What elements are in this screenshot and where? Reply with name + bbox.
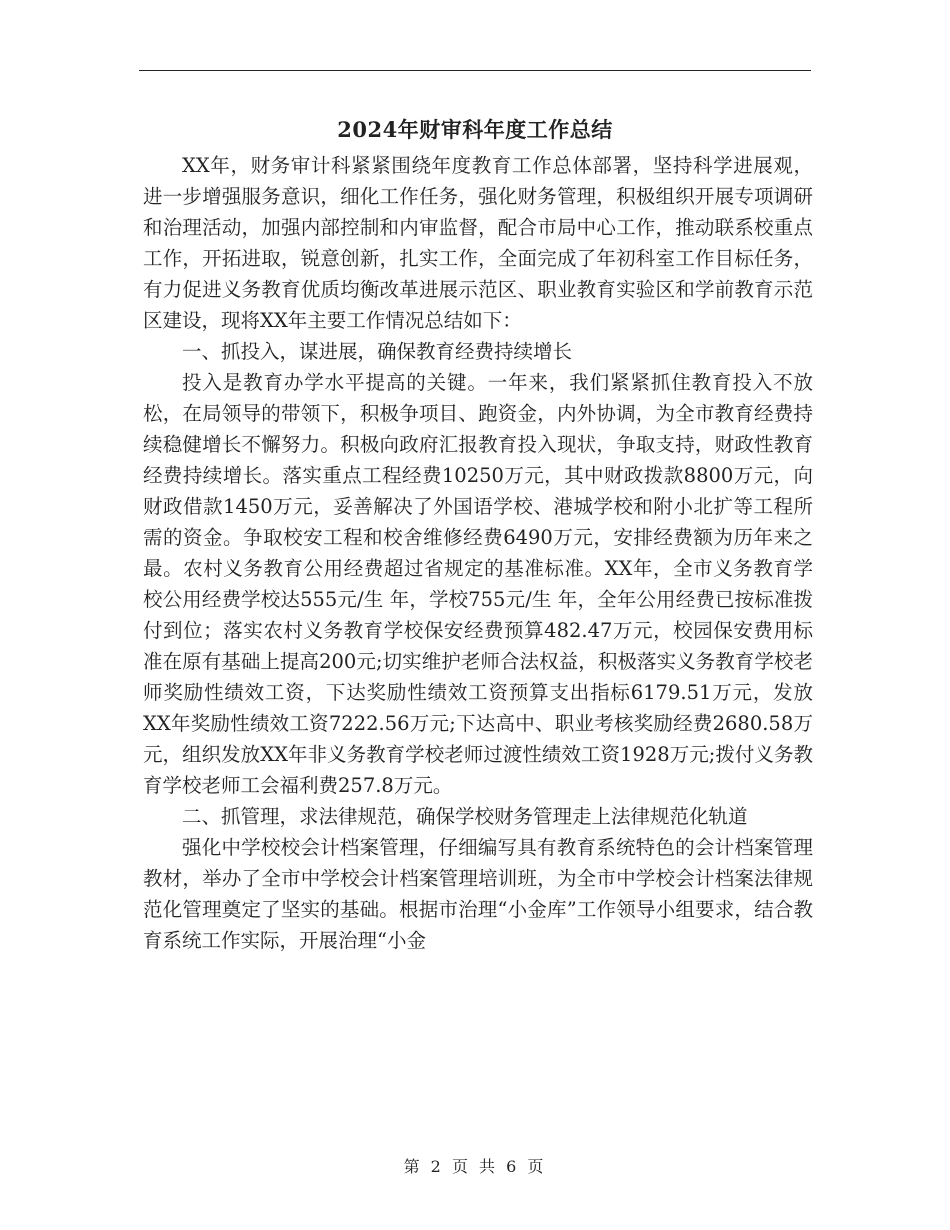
document-title: 2024年财审科年度工作总结 xyxy=(337,117,613,142)
section-1-paragraph: 投入是教育办学水平提高的关键。一年来，我们紧紧抓住教育投入不放松，在局领导的带领下，积极争项目、跑资金，内外协调，为全市教育经费持续稳健增长不懈努力。积极向政府汇报教育投入现状，争取支持，财政性教育经费持续增长。落实重点工程经费10250万元，其中财政拨款8800万元，向财政借款1450万元，妥善解决了外国语学校、港城学校和附小北扩等工程所需的资金。争取校安工程和校舍维修经费6490万元，安排经费额为历年来之最。农村义务教育公用经费超过省规定的基准标准。XX年，全市义务教育学校公用经费学校达555元/生 年，学校755元/生 年，全年公用经费已按标准拨付到位；落实农村义务教育学校保安经费预算482.47万元，校园保安费用标准在原有基础上提高200元;切实维护老师合法权益，积极落实义务教育学校老师奖励性绩效工资，下达奖励性绩效工资预算支出指标6179.51万元，发放XX年奖励性绩效工资7222.56万元;下达高中、职业考核奖励经费2680.58万元，组织发放XX年非义务教育学校老师过渡性绩效工资1928万元;拨付义务教育学校老师工会福利费257.8万元。 xyxy=(143,371,813,797)
section-heading-1: 一、抓投入，谋进展，确保教育经费持续增长 xyxy=(182,340,573,363)
section-heading-2: 二、抓管理，求法律规范，确保学校财务管理走上法律规范化轨道 xyxy=(182,805,748,828)
section-2-paragraph: 强化中学校校会计档案管理，仔细编写具有教育系统特色的会计档案管理教材，举办了全市中学校会计档案管理培训班，为全市中学校会计档案法律规范化管理奠定了坚实的基础。根据市治理“小金库”工作领导小组要求，结合教育系统工作实际，开展治理“小金 xyxy=(143,836,813,952)
document-body xyxy=(143,150,813,956)
intro-paragraph: XX年，财务审计科紧紧围绕年度教育工作总体部署，坚持科学进展观，进一步增强服务意识，细化工作任务，强化财务管理，积极组织开展专项调研和治理活动，加强内部控制和内审监督，配合市局中心工作，推动联系校重点工作，开拓进取，锐意创新，扎实工作，全面完成了年初科室工作目标任务，有力促进义务教育优质均衡改革进展示范区、职业教育实验区和学前教育示范区建设，现将XX年主要工作情况总结如下： xyxy=(143,154,813,332)
header-rule xyxy=(139,70,811,71)
page-number: 第 2 页 共 6 页 xyxy=(403,1157,547,1176)
